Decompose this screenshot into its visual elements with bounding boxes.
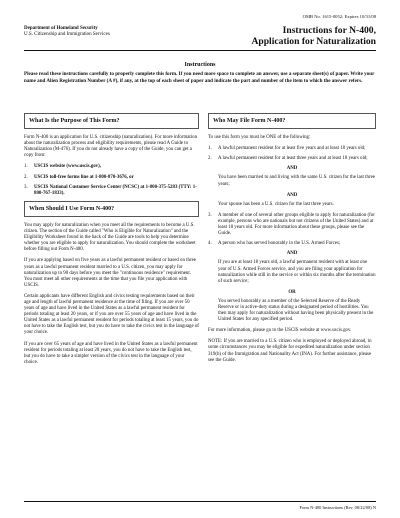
list-item: [24, 175, 199, 181]
or-label: OR: [288, 289, 296, 295]
list-item: [24, 164, 199, 170]
purpose-paragraph: Form N-400 is an application for U.S. citizenship (naturalization). For more information about the naturalization process and eligibility requirements, please read A Guide to Naturalization (M-476). If you do not already have a copy of the Guide, you can get a copy from:: [24, 135, 198, 159]
list-text: USCIS National Customer Service Center (NCSC) at 1-800-375-5283 (TTY: 1-800-767-1833).: [34, 184, 197, 196]
form-title: [251, 25, 376, 47]
list-number: 1.: [24, 164, 28, 170]
list-number: 2.: [208, 156, 212, 162]
agency: [24, 26, 110, 38]
and-label: AND: [286, 251, 298, 257]
list-item: [208, 241, 376, 247]
list-text: A person who has served honorably in the U.S. Armed Forces;: [218, 241, 341, 247]
item4b-text: If you are at least 18 years old, a lawful permanent resident with at least one year of U.S. Armed Forces service, and you are filing your application for naturalization while still in the service or within six months after the termination of such service;: [218, 260, 376, 284]
when-heading: When Should I Use Form N-400?: [24, 201, 199, 217]
intro-text: Please read these instructions carefully to properly complete this form. If you need more space to complete an answer, use a separate sheet(s) of paper. Write your name and Alien Registration Number (A #), if any, at the top of each sheet of paper and indicate the part and number of the item to which the answer refers.: [24, 71, 375, 84]
list-text: A lawful permanent resident for at least three years and at least 18 years old;: [218, 156, 368, 162]
and-label: AND: [286, 166, 298, 172]
item2c-text: Your spouse has been a U.S. citizen for the last three years.: [218, 201, 334, 207]
when-paragraph-2: If you are applying based on five years as a lawful permanent resident or based on three years as a lawful permanent resident married to a U.S. citizen, you may apply for naturalization up to 90 days before you meet the "continuous residence" requirement. You must meet all other requirements at the time that you file your application with USCIS.: [24, 258, 196, 288]
footer-rule: [24, 501, 376, 502]
who-list-2: [208, 213, 376, 247]
list-text: USCIS website (www.uscis.gov),: [34, 164, 101, 170]
agency-dept: Department of Homeland Security: [24, 26, 98, 31]
and-label: AND: [286, 192, 298, 198]
item4c-text: You served honorably as a member of the Selected Reserve of the Ready Reserve or in active-duty status during a designated period of hostilities. You then may apply for naturalization without having been physically present in the United States for any specified period.: [218, 298, 374, 323]
title-line-1: Instructions for N-400,: [282, 25, 376, 36]
when-paragraph-4: If you are over 65 years of age and have lived in the United States as a lawful permanent resident for periods totaling at least 20 years, you do not have to take the English test, but you do have to take a simpler version of the civics test in the language of your choice.: [24, 341, 198, 365]
who-list: [208, 146, 376, 162]
list-number: 3.: [24, 184, 28, 190]
title-line-2: Application for Naturalization: [251, 36, 376, 47]
when-paragraph-3: Certain applicants have different English and civics testing requirements based on their age and length of lawful permanent residence at the time of filing. If you are over 50 years of age and have lived in the United States as a lawful permanent resident for periods totaling at least 20 years, or if you are over 55 years of age and have lived in the United States as a lawful permanent resident for periods totaling at least 15 years, you do not have to take the English test, but you do have to take the civics test in the language of your choice.: [24, 293, 199, 336]
instructions-heading: Instructions: [184, 62, 216, 68]
list-text: A member of one of several other groups eligible to apply for naturalization (for example, persons who are nationals but not citizens of the United States) and at least 18 years old. For more information about these groups, please see the Guide.: [218, 212, 375, 237]
sources-list: [24, 164, 199, 196]
list-number: 3.: [208, 212, 212, 218]
list-text: USCIS toll-free forms line at 1-800-870-3676, or: [34, 174, 134, 180]
list-number: 4.: [208, 241, 212, 247]
who-heading: Who May File Form N-400?: [208, 113, 376, 129]
list-text: A lawful permanent resident for at least five years and at least 18 years old;: [218, 146, 366, 152]
agency-uscis: U.S. Citizenship and Immigration Services: [24, 32, 110, 37]
header-rule: [24, 50, 376, 51]
who-paragraph: To use this form you must be ONE of the following:: [208, 135, 311, 141]
more-info-text: For more information, please go to the USCIS website at www.uscis.gov.: [208, 328, 352, 334]
list-item: [24, 185, 199, 197]
omb-number: OMB No. 1615-0052; Expires 10/31/08: [302, 14, 376, 19]
purpose-heading: What Is the Purpose of This Form?: [24, 113, 199, 129]
left-column: [24, 113, 199, 371]
list-item: [208, 146, 376, 152]
item2b-text: You have been married to and living with the same U.S. citizen for the last three years;: [218, 175, 375, 187]
right-column: [208, 113, 376, 369]
list-item: [208, 156, 376, 162]
list-item: [208, 213, 376, 237]
when-paragraph-1: You may apply for naturalization when you meet all the requirements to become a U.S. citizen. The section of the Guide called "Who is Eligible for Naturalization" and the Eligibility Worksheet found in the back of the Guide are tools to help you determine whether you are eligible to apply for naturalization. You should complete the worksheet before filling out Form N-400.: [24, 222, 196, 253]
note-text: NOTE: If you are married to a U.S. citizen who is employed or deployed abroad, in some circumstances you may be eligible for expedited naturalization under section 319(b) of the Immigration and Nationality Act (INA). For further assistance, please see the Guide.: [208, 339, 372, 363]
list-number: 1.: [208, 146, 212, 152]
footer-text: Form N-400 Instructions (Rev. 08/22/08) N: [299, 505, 376, 510]
list-number: 2.: [24, 174, 28, 180]
